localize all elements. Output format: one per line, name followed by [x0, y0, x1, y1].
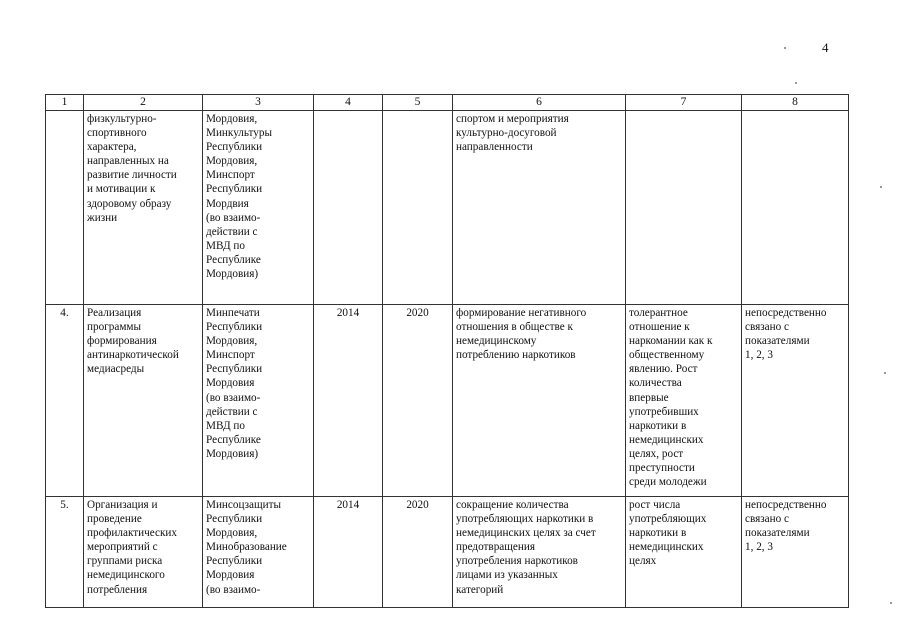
- expected-result: спортом и мероприятия культурно-досуговой направленности: [453, 111, 626, 305]
- scan-speck: [795, 82, 797, 84]
- expected-result: формирование негативного отношения в обществе к немедицинскому потреблению наркотиков: [453, 305, 626, 497]
- column-number: 5: [383, 95, 453, 111]
- start-year: [314, 111, 383, 305]
- start-year: 2014: [314, 305, 383, 497]
- measure-name: Реализация программы формирования антинаркотической медиасреды: [84, 305, 203, 497]
- column-number: 3: [203, 95, 314, 111]
- column-number: 1: [46, 95, 84, 111]
- scan-speck: [890, 602, 892, 604]
- measures-table: [45, 94, 849, 608]
- responsible-executor: Мордовия, Минкультуры Республики Мордовия, Минспорт Республики Мордвия (во взаимо- действии с МВД по Республике Мордовия): [203, 111, 314, 305]
- start-year: 2014: [314, 497, 383, 608]
- non-implementation-consequences: рост числа употребляющих наркотики в немедицинских целях: [626, 497, 742, 608]
- non-implementation-consequences: [626, 111, 742, 305]
- column-number: 6: [453, 95, 626, 111]
- table-row: [46, 497, 849, 608]
- indicator-relation: [742, 111, 849, 305]
- item-number: [46, 111, 84, 305]
- end-year: 2020: [383, 497, 453, 608]
- measure-name: Организация и проведение профилактических мероприятий с группами риска немедицинского потребления: [84, 497, 203, 608]
- column-number: 8: [742, 95, 849, 111]
- page-number: 4: [822, 40, 829, 55]
- scan-speck: [784, 47, 786, 49]
- column-number: 2: [84, 95, 203, 111]
- column-number: 4: [314, 95, 383, 111]
- item-number: 4.: [46, 305, 84, 497]
- responsible-executor: Минпечати Республики Мордовия, Минспорт Республики Мордовия (во взаимо- действии с МВД по Республике Мордовия): [203, 305, 314, 497]
- scan-speck: [880, 186, 882, 188]
- item-number: 5.: [46, 497, 84, 608]
- end-year: [383, 111, 453, 305]
- table-row: [46, 111, 849, 305]
- table-row: [46, 305, 849, 497]
- non-implementation-consequences: толерантное отношение к наркомании как к общественному явлению. Рост количества впервые употребивших наркотики в немедицинских целях, рост преступности среди молодежи: [626, 305, 742, 497]
- measure-name: физкультурно- спортивного характера, направленных на развитие личности и мотивации к здоровому образу жизни: [84, 111, 203, 305]
- end-year: 2020: [383, 305, 453, 497]
- column-number: 7: [626, 95, 742, 111]
- indicator-relation: непосредственно связано с показателями 1, 2, 3: [742, 497, 849, 608]
- column-number-row: [46, 95, 849, 111]
- responsible-executor: Минсоцзащиты Республики Мордовия, Минобразование Республики Мордовия (во взаимо-: [203, 497, 314, 608]
- scan-speck: [884, 372, 886, 374]
- indicator-relation: непосредственно связано с показателями 1, 2, 3: [742, 305, 849, 497]
- expected-result: сокращение количества употребляющих наркотики в немедицинских целях за счет предотвращения употребления наркотиков лицами из указанных категорий: [453, 497, 626, 608]
